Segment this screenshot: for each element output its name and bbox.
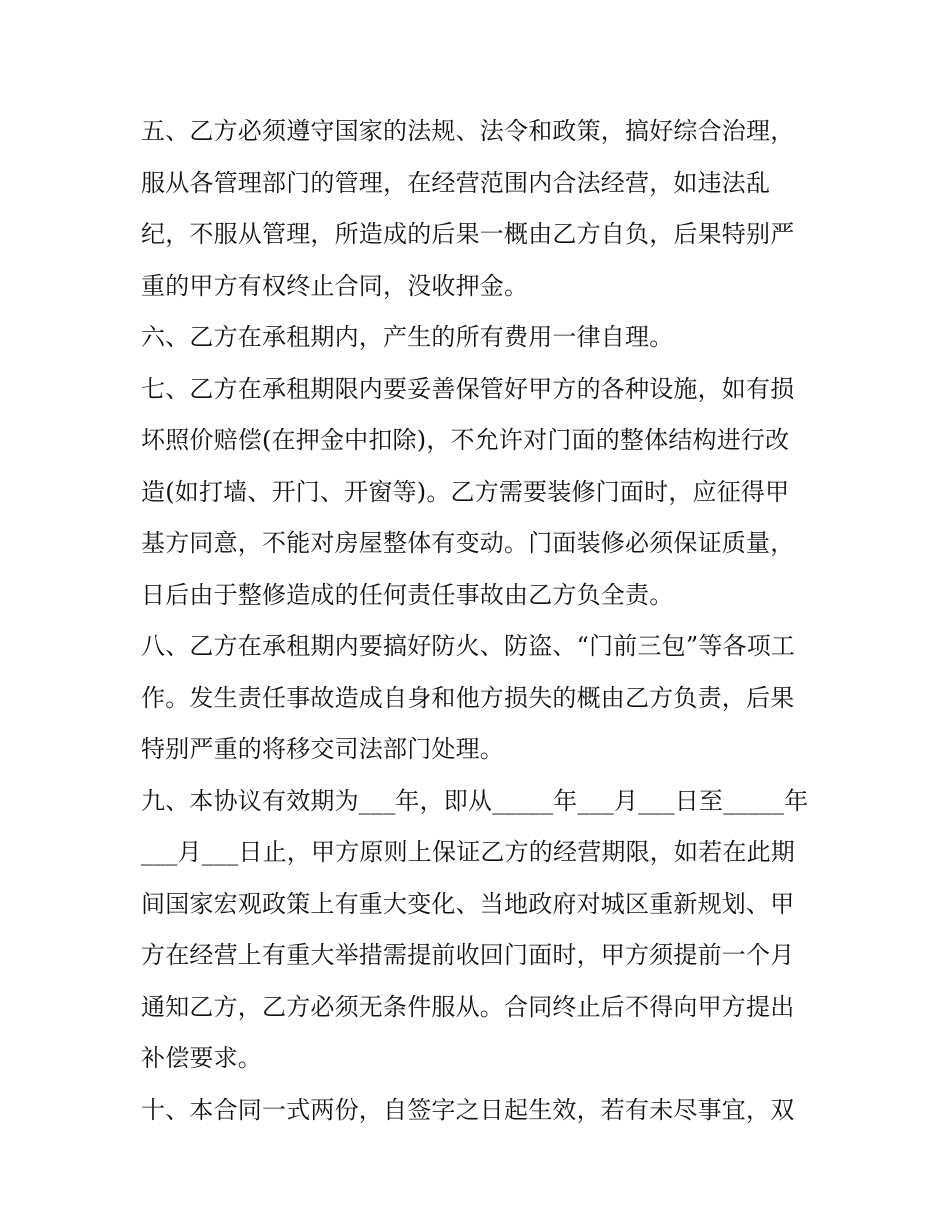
text-line: 间国家宏观政策上有重大变化、当地政府对城区重新规划、甲 (141, 889, 795, 918)
text-line: 十、本合同一式两份，自签字之日起生效，若有未尽事宜，双 (141, 1095, 795, 1124)
text-line: 作。发生责任事故造成自身和他方损失的概由乙方负责，后果 (141, 683, 795, 712)
text-line: 九、本协议有效期为___年，即从_____年___月___日至_____年 (141, 786, 809, 815)
text-line: 补偿要求。 (141, 1044, 262, 1072)
text-line: 五、乙方必须遵守国家的法规、法令和政策，搞好综合治理， (141, 117, 795, 145)
text-line: ___月___日止，甲方原则上保证乙方的经营期限，如若在此期 (141, 838, 795, 866)
text-line: 纪，不服从管理，所造成的后果一概由乙方自负，后果特别严 (141, 220, 795, 248)
text-line: 重的甲方有权终止合同，没收押金。 (141, 271, 529, 300)
text-line: 坏照价赔偿(在押金中扣除)，不允许对门面的整体结构进行改 (141, 426, 790, 454)
text-line: 八、乙方在承租期内要搞好防火、防盗、“门前三包”等各项工 (141, 632, 796, 660)
text-line: 日后由于整修造成的任何责任事故由乙方负全责。 (141, 580, 674, 609)
text-line: 基方同意，不能对房屋整体有变动。门面装修必须保证质量， (141, 529, 795, 557)
text-line: 七、乙方在承租期限内要妥善保管好甲方的各种设施，如有损 (141, 374, 795, 403)
text-line: 服从各管理部门的管理，在经营范围内合法经营，如违法乱 (141, 168, 771, 197)
text-line: 六、乙方在承租期内，产生的所有费用一律自理。 (141, 323, 674, 351)
text-line: 造(如打墙、开门、开窗等)。乙方需要装修门面时，应征得甲 (141, 477, 790, 506)
contract-text (141, 108, 821, 1138)
text-line: 特别严重的将移交司法部门处理。 (141, 735, 504, 763)
text-line: 通知乙方，乙方必须无条件服从。合同终止后不得向甲方提出 (141, 992, 795, 1021)
text-line: 方在经营上有重大举措需提前收回门面时，甲方须提前一个月 (141, 941, 795, 969)
